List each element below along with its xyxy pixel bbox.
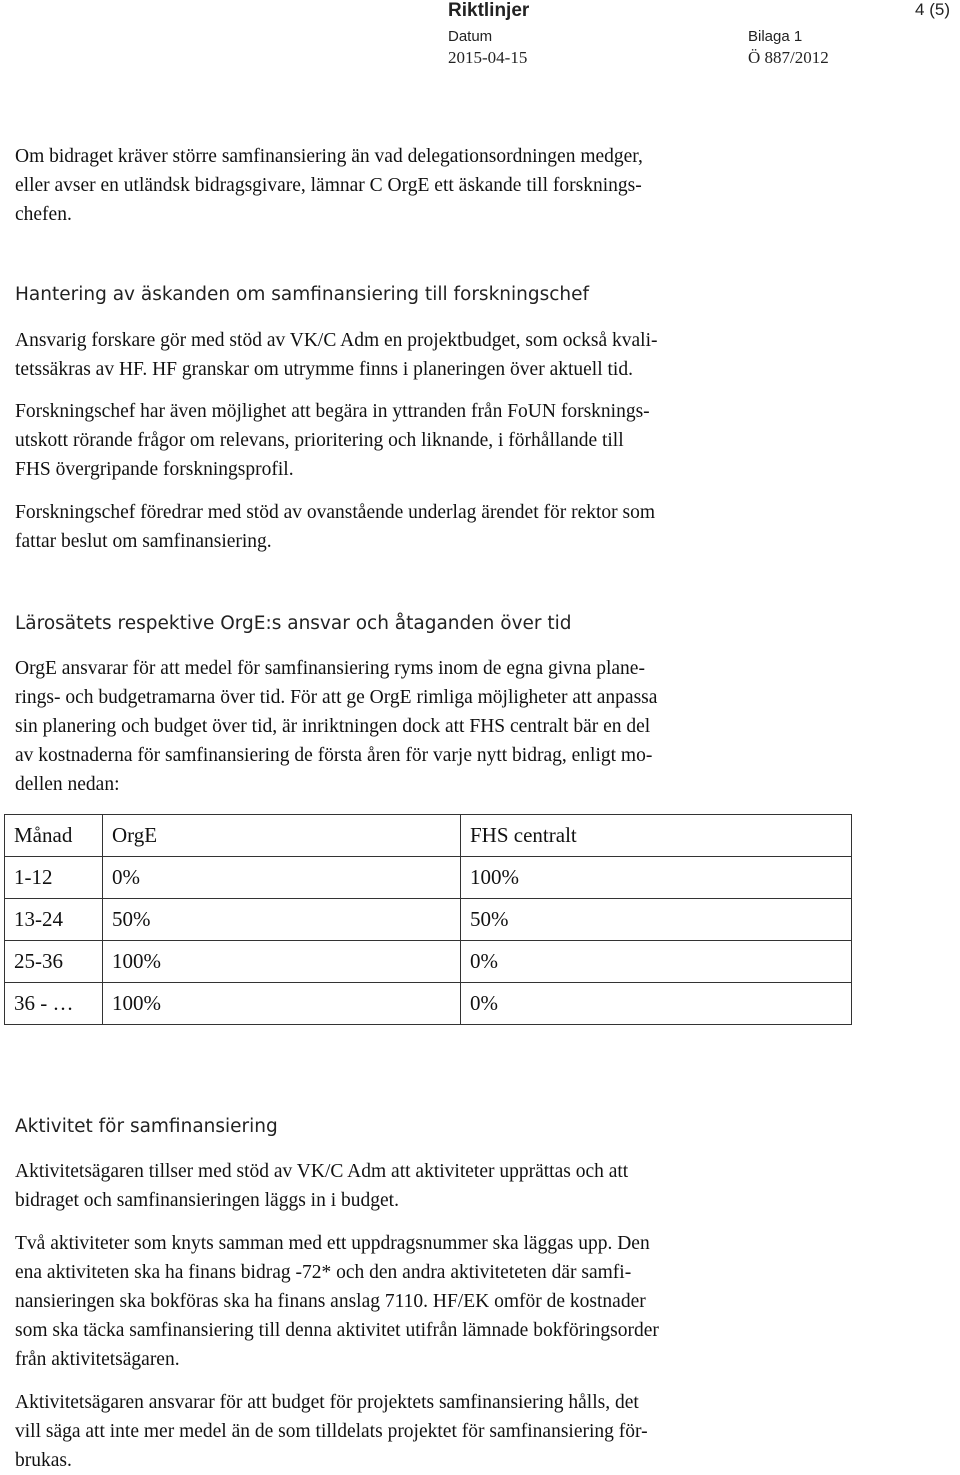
text-line: från aktivitetsägaren. [15, 1349, 180, 1370]
text-line: vill säga att inte mer medel än de som tilldelats projektet för samfinansiering för- [15, 1421, 648, 1442]
heading-aktivitet: Aktivitet för samfinansiering [15, 1116, 278, 1137]
table-cell: 100% [103, 941, 461, 983]
table-row [5, 857, 852, 899]
table-header-row [5, 815, 852, 857]
table-cell: 1-12 [5, 857, 103, 899]
paragraph-ansvarig [15, 326, 855, 384]
text-line: Aktivitetsägaren tillser med stöd av VK/C Adm att aktiviteter upprättas och att [15, 1161, 629, 1182]
text-line: brukas. [15, 1450, 72, 1471]
datum-label: Datum [448, 28, 493, 45]
text-line: av kostnaderna för samfinansiering de första åren för varje nytt bidrag, enligt mo- [15, 745, 653, 766]
paragraph-ansvarar [15, 1388, 855, 1475]
text-line: Två aktiviteter som knyts samman med ett uppdragsnummer ska läggas upp. Den [15, 1233, 650, 1254]
table-cell: 0% [461, 983, 852, 1025]
text-line: dellen nedan: [15, 774, 120, 795]
column-header: Månad [5, 815, 103, 857]
heading-larosate: Lärosätets respektive OrgE:s ansvar och åtaganden över tid [15, 613, 572, 634]
table-cell: 50% [461, 899, 852, 941]
paragraph-orge [15, 654, 855, 799]
text-line: Aktivitetsägaren ansvarar för att budget för projektets samfinansiering hålls, det [15, 1392, 639, 1413]
paragraph-forskningschef [15, 397, 855, 484]
table-cell: 25-36 [5, 941, 103, 983]
text-line: tetssäkras av HF. HF granskar om utrymme finns i planeringen över aktuell tid. [15, 359, 633, 380]
table-row [5, 899, 852, 941]
bilaga-label: Bilaga 1 [748, 28, 803, 45]
table-cell: 0% [461, 941, 852, 983]
column-header: FHS centralt [461, 815, 852, 857]
table-row [5, 983, 852, 1025]
text-line: FHS övergripande forskningsprofil. [15, 459, 294, 480]
text-line: chefen. [15, 204, 72, 225]
table-cell: 13-24 [5, 899, 103, 941]
heading-hantering: Hantering av äskanden om samfinansiering till forskningschef [15, 284, 590, 305]
paragraph-aktivitetsagaren [15, 1157, 855, 1215]
text-line: Forskningschef föredrar med stöd av ovanstående underlag ärendet för rektor som [15, 502, 656, 523]
column-header: OrgE [103, 815, 461, 857]
table-row [5, 941, 852, 983]
datum-value: 2015-04-15 [448, 48, 528, 67]
text-line: eller avser en utländsk bidragsgivare, lämnar C OrgE ett äskande till forsknings- [15, 175, 642, 196]
paragraph-foredrar [15, 498, 855, 556]
text-line: som ska täcka samfinansiering till denna aktivitet utifrån lämnade bokföringsorder [15, 1320, 659, 1341]
text-line: Ansvarig forskare gör med stöd av VK/C Adm en projektbudget, som också kvali- [15, 330, 658, 351]
document-title: Riktlinjer [448, 0, 530, 21]
paragraph-intro [15, 142, 855, 229]
reference-number: Ö 887/2012 [748, 48, 829, 67]
table-cell: 100% [103, 983, 461, 1025]
table-cell: 50% [103, 899, 461, 941]
text-line: bidraget och samfinansieringen läggs in i budget. [15, 1190, 399, 1211]
financing-model-table [4, 814, 852, 1025]
text-line: utskott rörande frågor om relevans, prioritering och liknande, i förhållande till [15, 430, 624, 451]
text-line: sin planering och budget över tid, är inriktningen dock att FHS centralt bär en del [15, 716, 651, 737]
text-line: rings- och budgetramarna över tid. För att ge OrgE rimliga möjligheter att anpassa [15, 687, 658, 708]
text-line: OrgE ansvarar för att medel för samfinansiering ryms inom de egna givna plane- [15, 658, 645, 679]
text-line: nansieringen ska bokföras ska ha finans anslag 7110. HF/EK omför de kostnader [15, 1291, 646, 1312]
text-line: ena aktiviteten ska ha finans bidrag -72* och den andra aktiviteteten där samfi- [15, 1262, 632, 1283]
table-cell: 0% [103, 857, 461, 899]
page-number: 4 (5) [915, 0, 950, 19]
table-cell: 100% [461, 857, 852, 899]
table-cell: 36 - … [5, 983, 103, 1025]
text-line: Forskningschef har även möjlighet att begära in yttranden från FoUN forsknings- [15, 401, 650, 422]
paragraph-tva-aktiviteter [15, 1229, 855, 1374]
text-line: fattar beslut om samfinansiering. [15, 531, 272, 552]
text-line: Om bidraget kräver större samfinansiering än vad delegationsordningen medger, [15, 146, 643, 167]
